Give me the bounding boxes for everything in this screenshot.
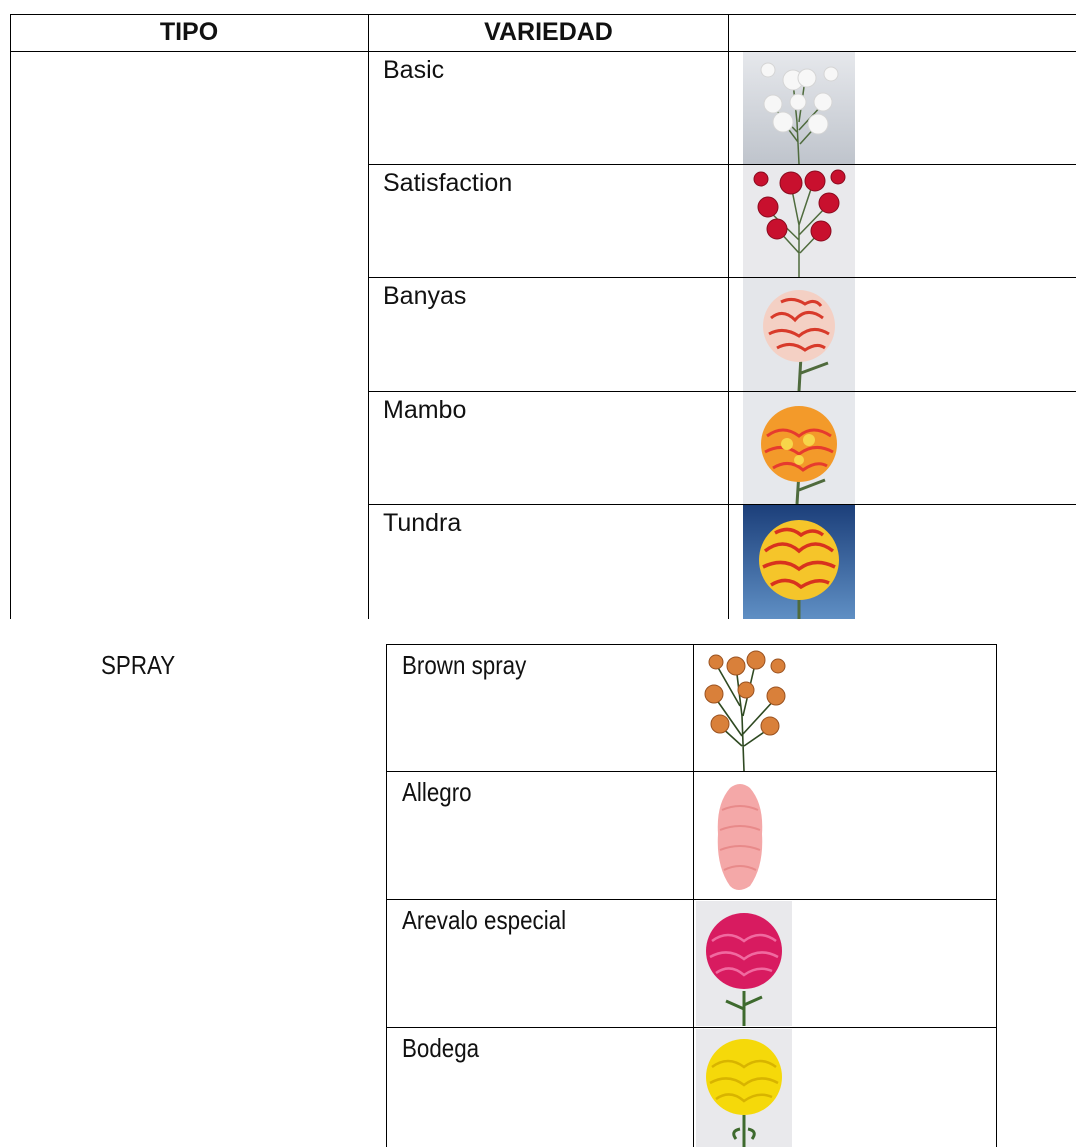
table-header-divider [10, 51, 1076, 52]
pink-carnation-photo [696, 774, 780, 896]
header-variedad: VARIEDAD [484, 18, 613, 46]
table-column-divider [693, 644, 694, 1147]
carnation-standard-table [10, 14, 1076, 619]
carnation-spray-table [90, 644, 997, 1147]
table-row-divider [368, 164, 1076, 165]
table-row-divider [386, 1027, 997, 1028]
white-carnation-photo [743, 52, 855, 164]
table-row-divider [386, 899, 997, 900]
red-carnation-photo [743, 165, 855, 277]
tipo-spray: SPRAY [101, 650, 176, 680]
table-column-divider [368, 14, 369, 619]
header-tipo: TIPO [159, 18, 219, 46]
variety-name: Banyas [383, 282, 467, 310]
variety-name: Mambo [383, 396, 467, 424]
variety-name: Brown spray [402, 650, 527, 680]
table-row-divider [368, 277, 1076, 278]
table-border-right [996, 644, 997, 1147]
yellow-red-carnation-photo [743, 505, 855, 619]
table-row-divider [368, 391, 1076, 392]
red-white-carnation-photo [743, 278, 855, 391]
table-column-divider [386, 644, 387, 1147]
variety-name: Satisfaction [383, 169, 513, 197]
table-border-top [386, 644, 997, 645]
variety-name: Bodega [402, 1033, 480, 1063]
orange-yellow-carnation-photo [743, 392, 855, 504]
table-row-divider [386, 771, 997, 772]
magenta-carnation-photo [696, 901, 792, 1026]
brown-spray-carnation-photo [696, 646, 792, 771]
variety-name: Arevalo especial [402, 905, 567, 935]
yellow-carnation-photo [696, 1029, 792, 1147]
variety-name: Allegro [402, 777, 472, 807]
table-border-left [10, 14, 11, 619]
table-row-divider [368, 504, 1076, 505]
variety-name: Basic [383, 56, 445, 84]
variety-name: Tundra [383, 509, 462, 537]
table-column-divider [728, 14, 729, 619]
